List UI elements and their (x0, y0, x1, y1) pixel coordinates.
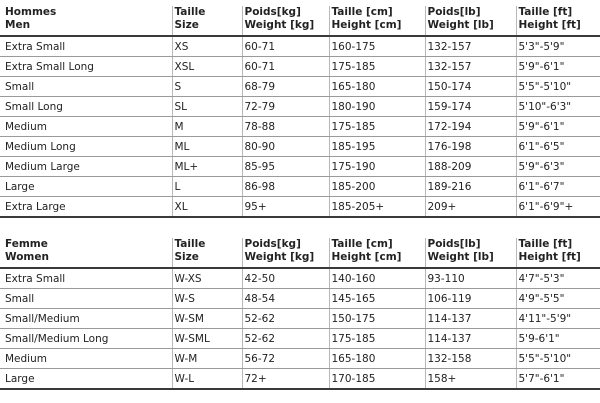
cell-category: Small/Medium Long (0, 329, 172, 349)
cell-height-cm: 145-165 (329, 289, 425, 309)
header-height-ft-en: Height [ft] (518, 251, 581, 263)
cell-weight-kg: 80-90 (242, 137, 329, 157)
cell-weight-kg: 72-79 (242, 97, 329, 117)
header-height-cm-en: Height [cm] (331, 251, 402, 263)
cell-category: Extra Small (0, 268, 172, 289)
table-row (0, 349, 600, 369)
cell-category: Medium Long (0, 137, 172, 157)
cell-height-ft: 4'7"-5'3" (516, 268, 600, 289)
header-category (0, 238, 172, 268)
cell-size: W-SM (172, 309, 242, 329)
table-row (0, 137, 600, 157)
cell-height-ft: 4'9"-5'5" (516, 289, 600, 309)
cell-weight-kg: 72+ (242, 369, 329, 390)
cell-height-ft: 5'9"-6'1" (516, 117, 600, 137)
table-row (0, 329, 600, 349)
cell-category: Small (0, 289, 172, 309)
cell-size: M (172, 117, 242, 137)
cell-height-ft: 4'11"-5'9" (516, 309, 600, 329)
cell-weight-lb: 188-209 (425, 157, 516, 177)
header-weight-kg-en: Weight [kg] (244, 251, 315, 263)
cell-height-ft: 6'1"-6'5" (516, 137, 600, 157)
table-row (0, 177, 600, 197)
header-size-en: Size (174, 251, 199, 263)
cell-height-ft: 6'1"-6'9"+ (516, 197, 600, 218)
table-row (0, 36, 600, 57)
cell-weight-lb: 209+ (425, 197, 516, 218)
cell-weight-kg: 78-88 (242, 117, 329, 137)
cell-height-ft: 5'9"-6'1" (516, 57, 600, 77)
cell-weight-lb: 159-174 (425, 97, 516, 117)
table-row (0, 117, 600, 137)
cell-size: XS (172, 36, 242, 57)
cell-weight-lb: 114-137 (425, 309, 516, 329)
cell-weight-kg: 42-50 (242, 268, 329, 289)
cell-category: Large (0, 369, 172, 390)
cell-category: Extra Small (0, 36, 172, 57)
cell-weight-kg: 60-71 (242, 57, 329, 77)
cell-category: Medium (0, 117, 172, 137)
cell-height-ft: 5'9-6'1" (516, 329, 600, 349)
cell-height-cm: 175-185 (329, 329, 425, 349)
header-height-ft (516, 6, 600, 36)
table-row (0, 97, 600, 117)
cell-height-cm: 175-185 (329, 117, 425, 137)
cell-size: XSL (172, 57, 242, 77)
table-row (0, 157, 600, 177)
header-category (0, 6, 172, 36)
cell-size: ML (172, 137, 242, 157)
cell-height-cm: 185-195 (329, 137, 425, 157)
cell-height-cm: 165-180 (329, 77, 425, 97)
cell-height-ft: 5'3"-5'9" (516, 36, 600, 57)
cell-height-cm: 175-190 (329, 157, 425, 177)
cell-height-cm: 160-175 (329, 36, 425, 57)
header-weight-lb-fr: Poids[lb] (427, 6, 481, 18)
cell-weight-kg: 95+ (242, 197, 329, 218)
table-row (0, 197, 600, 218)
cell-category: Extra Large (0, 197, 172, 218)
header-height-cm (329, 6, 425, 36)
header-weight-kg-fr: Poids[kg] (244, 238, 301, 250)
cell-height-cm: 165-180 (329, 349, 425, 369)
header-height-cm-fr: Taille [cm] (331, 6, 393, 18)
table-header-row (0, 6, 600, 36)
table-row (0, 309, 600, 329)
cell-category: Extra Small Long (0, 57, 172, 77)
cell-weight-lb: 132-157 (425, 57, 516, 77)
cell-weight-kg: 52-62 (242, 309, 329, 329)
cell-category: Medium Large (0, 157, 172, 177)
cell-size: ML+ (172, 157, 242, 177)
cell-size: W-XS (172, 268, 242, 289)
cell-size: S (172, 77, 242, 97)
cell-weight-kg: 86-98 (242, 177, 329, 197)
cell-weight-kg: 85-95 (242, 157, 329, 177)
header-weight-kg (242, 238, 329, 268)
cell-weight-kg: 52-62 (242, 329, 329, 349)
header-height-cm-en: Height [cm] (331, 19, 402, 31)
header-size (172, 238, 242, 268)
cell-size: W-SML (172, 329, 242, 349)
cell-weight-lb: 132-158 (425, 349, 516, 369)
table-row (0, 289, 600, 309)
header-size-fr: Taille (174, 6, 206, 18)
cell-size: SL (172, 97, 242, 117)
cell-category: Medium (0, 349, 172, 369)
header-weight-lb (425, 6, 516, 36)
table-row (0, 369, 600, 390)
cell-height-ft: 5'7"-6'1" (516, 369, 600, 390)
cell-weight-lb: 172-194 (425, 117, 516, 137)
header-weight-kg-en: Weight [kg] (244, 19, 315, 31)
header-category-fr: Femme (5, 238, 48, 250)
cell-height-cm: 175-185 (329, 57, 425, 77)
cell-weight-lb: 158+ (425, 369, 516, 390)
header-height-ft (516, 238, 600, 268)
cell-weight-lb: 150-174 (425, 77, 516, 97)
cell-size: W-S (172, 289, 242, 309)
cell-height-cm: 180-190 (329, 97, 425, 117)
cell-height-cm: 185-205+ (329, 197, 425, 218)
header-height-ft-fr: Taille [ft] (518, 238, 573, 250)
cell-height-ft: 5'10"-6'3" (516, 97, 600, 117)
cell-category: Small (0, 77, 172, 97)
header-weight-lb-en: Weight [lb] (427, 19, 494, 31)
header-height-cm (329, 238, 425, 268)
header-size (172, 6, 242, 36)
header-size-en: Size (174, 19, 199, 31)
men-size-table (0, 6, 600, 218)
cell-size: XL (172, 197, 242, 218)
cell-size: W-L (172, 369, 242, 390)
cell-height-cm: 150-175 (329, 309, 425, 329)
header-height-ft-fr: Taille [ft] (518, 6, 573, 18)
header-weight-lb-fr: Poids[lb] (427, 238, 481, 250)
header-category-en: Men (5, 19, 31, 31)
table-row (0, 77, 600, 97)
table-header-row (0, 238, 600, 268)
cell-category: Large (0, 177, 172, 197)
header-weight-kg-fr: Poids[kg] (244, 6, 301, 18)
cell-height-ft: 6'1"-6'7" (516, 177, 600, 197)
cell-weight-kg: 56-72 (242, 349, 329, 369)
cell-weight-kg: 48-54 (242, 289, 329, 309)
header-category-fr: Hommes (5, 6, 57, 18)
cell-weight-lb: 106-119 (425, 289, 516, 309)
header-height-cm-fr: Taille [cm] (331, 238, 393, 250)
cell-height-ft: 5'5"-5'10" (516, 77, 600, 97)
cell-weight-kg: 60-71 (242, 36, 329, 57)
cell-height-ft: 5'5"-5'10" (516, 349, 600, 369)
cell-height-cm: 140-160 (329, 268, 425, 289)
women-size-table (0, 238, 600, 390)
header-weight-kg (242, 6, 329, 36)
header-height-ft-en: Height [ft] (518, 19, 581, 31)
cell-weight-lb: 93-110 (425, 268, 516, 289)
cell-height-cm: 170-185 (329, 369, 425, 390)
table-row (0, 57, 600, 77)
cell-size: W-M (172, 349, 242, 369)
header-category-en: Women (5, 251, 49, 263)
table-row (0, 268, 600, 289)
cell-weight-lb: 114-137 (425, 329, 516, 349)
header-size-fr: Taille (174, 238, 206, 250)
cell-weight-lb: 189-216 (425, 177, 516, 197)
cell-weight-lb: 132-157 (425, 36, 516, 57)
header-weight-lb-en: Weight [lb] (427, 251, 494, 263)
cell-category: Small/Medium (0, 309, 172, 329)
cell-weight-lb: 176-198 (425, 137, 516, 157)
cell-category: Small Long (0, 97, 172, 117)
cell-height-cm: 185-200 (329, 177, 425, 197)
header-weight-lb (425, 238, 516, 268)
cell-height-ft: 5'9"-6'3" (516, 157, 600, 177)
cell-size: L (172, 177, 242, 197)
cell-weight-kg: 68-79 (242, 77, 329, 97)
